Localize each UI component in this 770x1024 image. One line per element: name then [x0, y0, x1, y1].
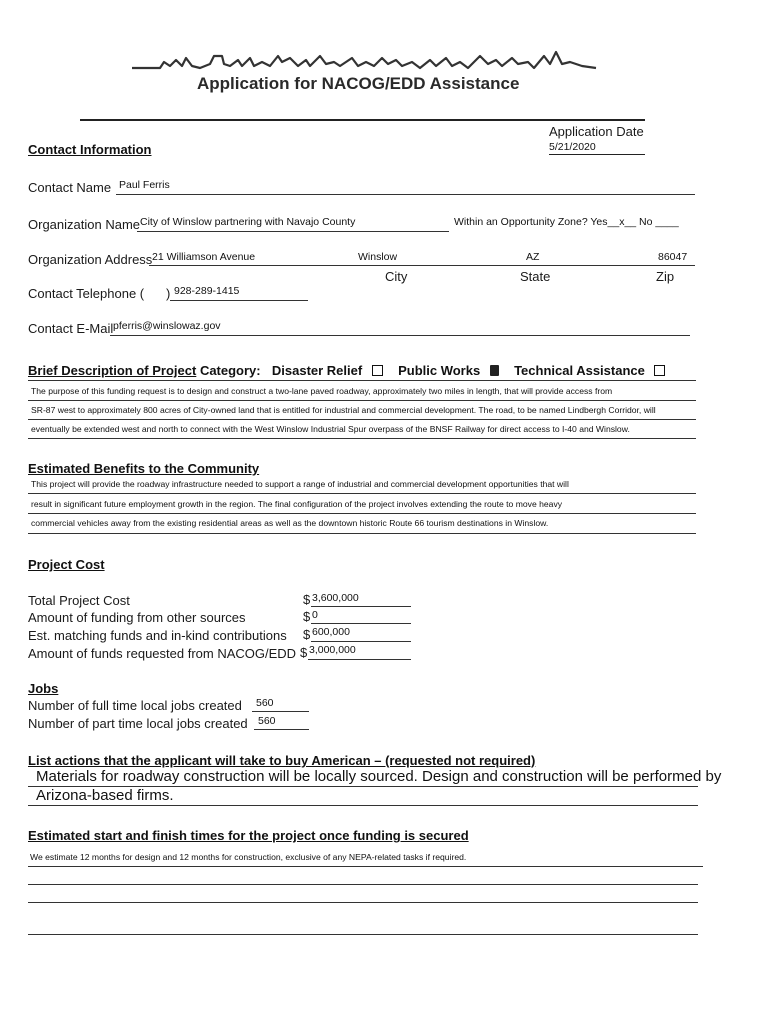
- part-time-jobs-line: [254, 729, 309, 730]
- total-cost-label: Total Project Cost: [28, 593, 130, 608]
- total-cost-line: [311, 606, 411, 607]
- part-time-jobs-field[interactable]: 560: [258, 715, 276, 727]
- email-field[interactable]: pferris@winslowaz.gov: [113, 320, 221, 332]
- matching-funds-field[interactable]: 600,000: [312, 626, 350, 638]
- project-desc-line-3[interactable]: eventually be extended west and north to connect with the West Winslow Industrial Spur overpass of the BNSF Railway for direct access to I-40 and Winslow.: [31, 424, 630, 434]
- contact-section-title: Contact Information: [28, 142, 152, 157]
- other-currency: $: [303, 609, 311, 624]
- requested-funds-label: Amount of funds requested from NACOG/EDD: [28, 646, 297, 661]
- requested-currency: $: [300, 645, 308, 660]
- city-field[interactable]: Winslow: [358, 251, 398, 263]
- phone-field[interactable]: 928-289-1415: [174, 285, 240, 297]
- matching-funds-label: Est. matching funds and in-kind contributions: [28, 628, 287, 643]
- address-line: [149, 265, 695, 266]
- phone-label: Contact Telephone (: [28, 286, 145, 301]
- project-top-line: [28, 380, 696, 381]
- requested-funds-line: [308, 659, 411, 660]
- category-public-label: Public Works: [398, 363, 481, 378]
- buy-american-line-1[interactable]: Materials for roadway construction will be locally sourced. Design and construction will be performed by: [36, 768, 722, 785]
- benefits-rule-3: [28, 533, 696, 534]
- timeline-text[interactable]: We estimate 12 months for design and 12 months for construction, exclusive of any NEPA-related tasks if required.: [30, 852, 467, 862]
- cost-section-title: Project Cost: [28, 557, 105, 572]
- other-sources-line: [311, 623, 411, 624]
- contact-name-label: Contact Name: [28, 180, 112, 195]
- jobs-section-title: Jobs: [28, 681, 59, 696]
- matching-funds-line: [311, 641, 411, 642]
- org-address-label: Organization Address: [28, 252, 153, 267]
- matching-currency: $: [303, 627, 311, 642]
- timeline-section-title: Estimated start and finish times for the project once funding is secured: [28, 828, 469, 843]
- project-desc-line-2[interactable]: SR-87 west to approximately 800 acres of City-owned land that is entitled for industrial and commercial development. The road, to be named Lindbergh Corridor, will: [31, 405, 656, 415]
- address-field[interactable]: 21 Williamson Avenue: [152, 251, 256, 263]
- city-label: City: [385, 269, 408, 284]
- benefits-line-3[interactable]: commercial vehicles away from the existing residential areas as well as the downtown historic Route 66 tourism destinations in Winslow.: [31, 518, 549, 528]
- buy-american-section-title: List actions that the applicant will take to buy American – (requested not required): [28, 753, 536, 768]
- skyline-logo: [130, 48, 600, 74]
- title-rule: [80, 119, 645, 121]
- buy-american-line-2[interactable]: Arizona-based firms.: [36, 787, 174, 804]
- email-line: [110, 335, 690, 336]
- full-time-jobs-label: Number of full time local jobs created: [28, 698, 242, 713]
- public-works-checkbox-checked[interactable]: [490, 365, 499, 376]
- application-date-label: Application Date: [549, 124, 644, 139]
- project-line-1: [28, 400, 696, 401]
- opportunity-zone-field[interactable]: Within an Opportunity Zone? Yes__x__ No ____: [454, 216, 679, 228]
- category-label: Category:: [199, 363, 261, 378]
- timeline-rule-1: [28, 866, 703, 867]
- full-time-jobs-field[interactable]: 560: [256, 697, 274, 709]
- benefits-rule-1: [28, 493, 696, 494]
- zip-label: Zip: [656, 269, 675, 284]
- form-title: Application for NACOG/EDD Assistance: [197, 74, 520, 93]
- state-label: State: [520, 269, 551, 284]
- technical-assistance-checkbox[interactable]: [654, 365, 665, 376]
- benefits-line-1[interactable]: This project will provide the roadway infrastructure needed to support a range of industrial and commercial development opportunities that will: [31, 479, 569, 489]
- timeline-rule-2: [28, 884, 698, 885]
- timeline-rule-3: [28, 902, 698, 903]
- benefits-rule-2: [28, 513, 696, 514]
- email-label: Contact E-Mail: [28, 321, 114, 336]
- buy-american-rule-2: [28, 805, 698, 806]
- contact-name-field[interactable]: Paul Ferris: [119, 179, 170, 191]
- other-sources-label: Amount of funding from other sources: [28, 610, 246, 625]
- total-currency: $: [303, 592, 311, 607]
- category-disaster-label: Disaster Relief: [271, 363, 363, 378]
- category-technical-label: Technical Assistance: [514, 363, 645, 378]
- project-section-title: Brief Description of Project: [28, 363, 197, 378]
- phone-paren: ): [166, 286, 171, 301]
- project-line-2: [28, 419, 696, 420]
- total-cost-field[interactable]: 3,600,000: [312, 592, 359, 604]
- full-time-jobs-line: [252, 711, 309, 712]
- benefits-line-2[interactable]: result in significant future employment growth in the region. The final configuration of the project involves extending the route to move heavy: [31, 499, 563, 509]
- project-desc-line-1[interactable]: The purpose of this funding request is to design and construct a two-lane paved roadway, approximately two miles in length, that will provide access from: [31, 386, 613, 396]
- other-sources-field[interactable]: 0: [312, 609, 318, 621]
- zip-field[interactable]: 86047: [658, 251, 688, 263]
- timeline-rule-4: [28, 934, 698, 935]
- requested-funds-field[interactable]: 3,000,000: [309, 644, 356, 656]
- benefits-section-title: Estimated Benefits to the Community: [28, 461, 260, 476]
- contact-name-line: [116, 194, 695, 195]
- disaster-relief-checkbox[interactable]: [372, 365, 383, 376]
- project-category-row: [28, 363, 665, 378]
- state-field[interactable]: AZ: [526, 251, 540, 263]
- project-line-3: [28, 438, 696, 439]
- org-name-label: Organization Name: [28, 217, 140, 232]
- org-name-line: [137, 231, 449, 232]
- org-name-field[interactable]: City of Winslow partnering with Navajo County: [140, 216, 356, 228]
- application-date-field[interactable]: 5/21/2020: [549, 141, 645, 155]
- part-time-jobs-label: Number of part time local jobs created: [28, 716, 248, 731]
- phone-line: [170, 300, 308, 301]
